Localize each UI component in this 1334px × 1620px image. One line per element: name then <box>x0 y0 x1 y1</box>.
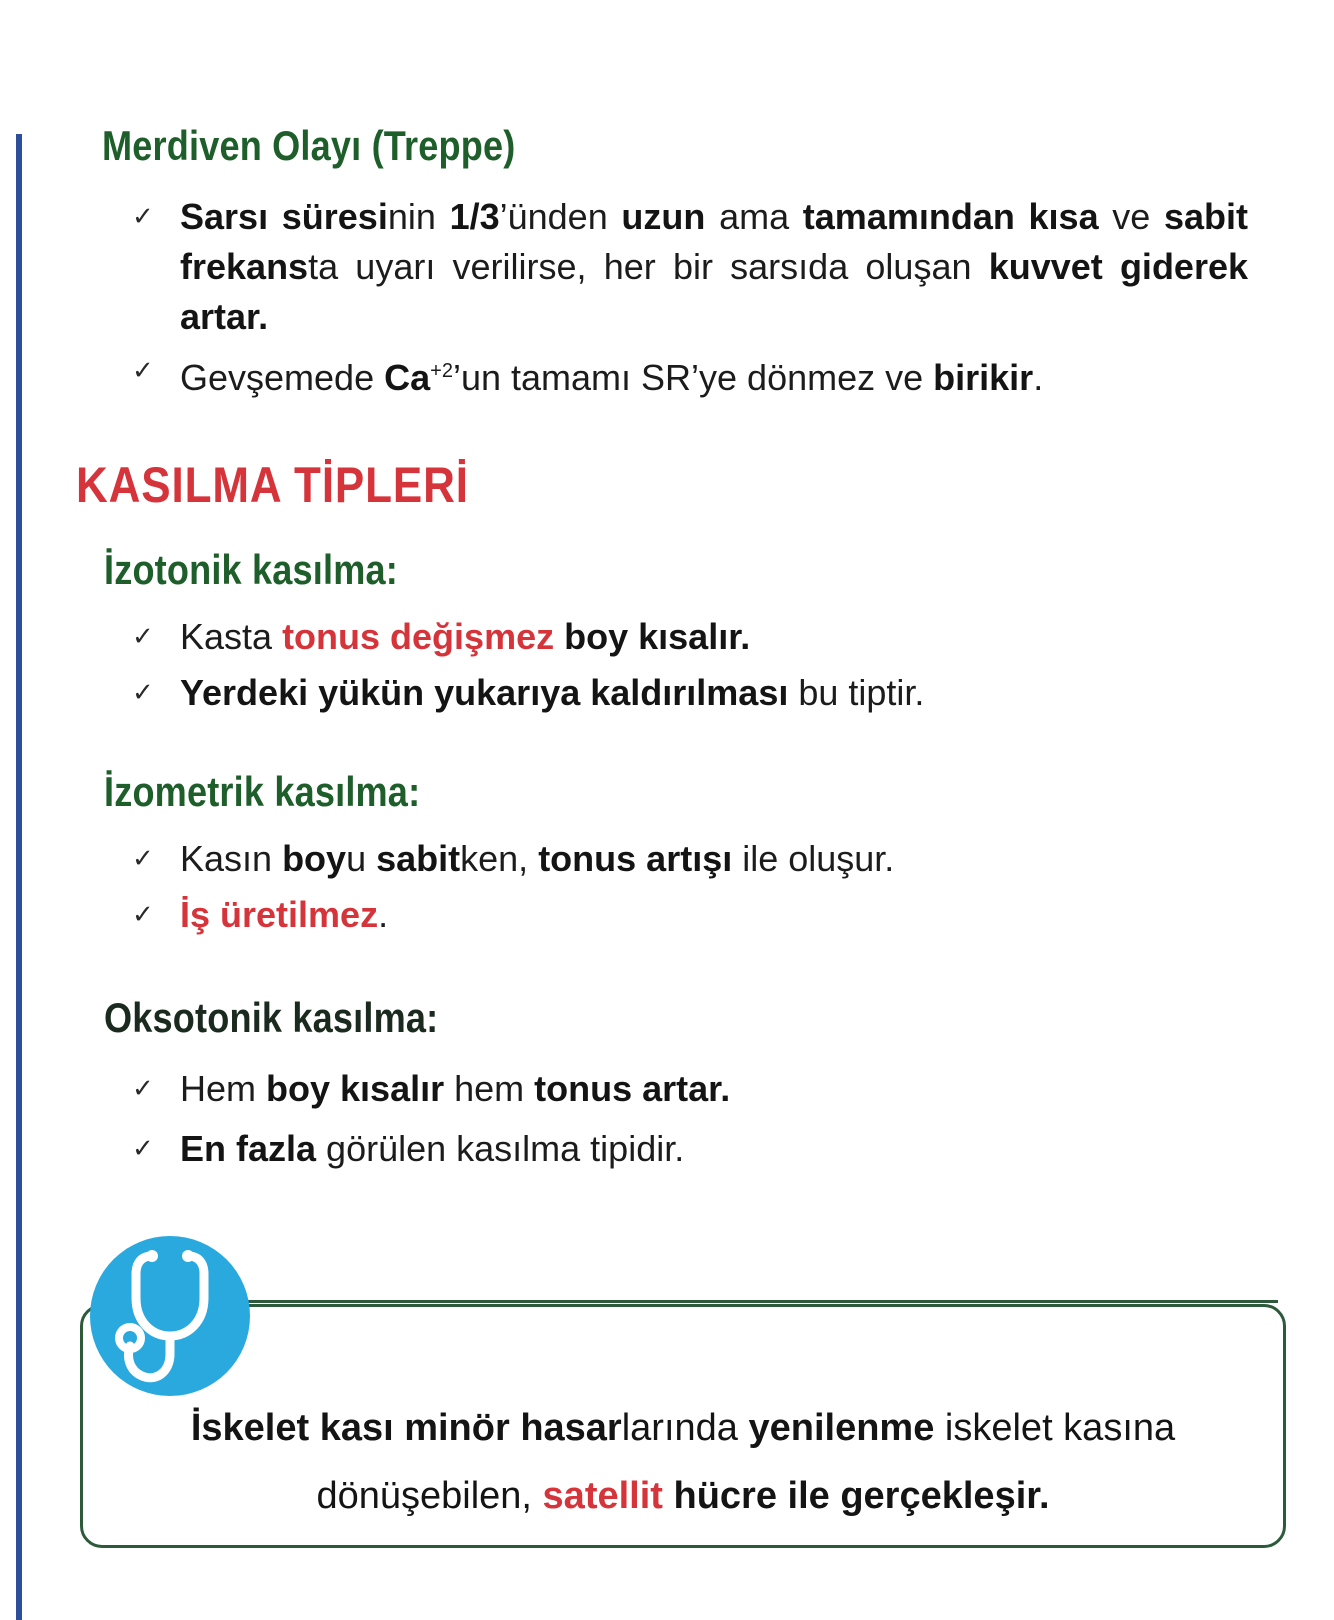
izometrik-heading: İzometrik kasılma: <box>104 768 421 815</box>
oksotonik-bullet-1: ✓ Hem boy kısalır hem tonus artar. <box>180 1064 1248 1114</box>
izotonik-heading: İzotonik kasılma: <box>104 546 398 593</box>
check-icon: ✓ <box>132 1134 154 1164</box>
check-icon: ✓ <box>132 678 154 708</box>
oksotonik-bullet-2: ✓ En fazla görülen kasılma tipidir. <box>180 1124 1248 1174</box>
check-icon: ✓ <box>132 1074 154 1104</box>
kasilma-tipleri-heading: KASILMA TİPLERİ <box>76 457 469 513</box>
treppe-bullet-1: ✓ Sarsı süresinin 1/3’ünden uzun ama tamamından kısa ve sabit frekansta uyarı verilirse, her bir sarsıda oluşan kuvvet giderek artar. <box>180 192 1248 342</box>
check-icon: ✓ <box>132 622 154 652</box>
check-icon: ✓ <box>132 202 154 232</box>
clinical-note-text: İskelet kası minör hasarlarında yenilenme iskelet kasına dönüşebilen, satellit hücre ile gerçekleşir. <box>190 1407 1176 1517</box>
clinical-note-top-line <box>228 1300 1278 1303</box>
treppe-bullet-2: ✓ Gevşemede $Ca^{+2}’un$ tamamı SR’ye dönmez ve birikir. <box>180 346 1248 403</box>
izometrik-bullet-2: ✓ İş üretilmez. <box>180 890 1248 940</box>
check-icon: ✓ <box>132 900 154 930</box>
check-icon: ✓ <box>132 356 154 386</box>
oksotonik-heading: Oksotonik kasılma: <box>104 994 439 1041</box>
izotonik-bullet-2: ✓ Yerdeki yükün yukarıya kaldırılması bu tiptir. <box>180 668 1248 718</box>
treppe-heading: Merdiven Olayı (Treppe) <box>102 122 516 169</box>
izometrik-bullet-1: ✓ Kasın boyu sabitken, tonus artışı ile oluşur. <box>180 834 1248 884</box>
stethoscope-badge <box>90 1236 250 1396</box>
left-margin-rule <box>16 134 22 1620</box>
stethoscope-icon <box>90 1236 250 1396</box>
check-icon: ✓ <box>132 844 154 874</box>
izotonik-bullet-1: ✓ Kasta tonus değişmez boy kısalır. <box>180 612 1248 662</box>
